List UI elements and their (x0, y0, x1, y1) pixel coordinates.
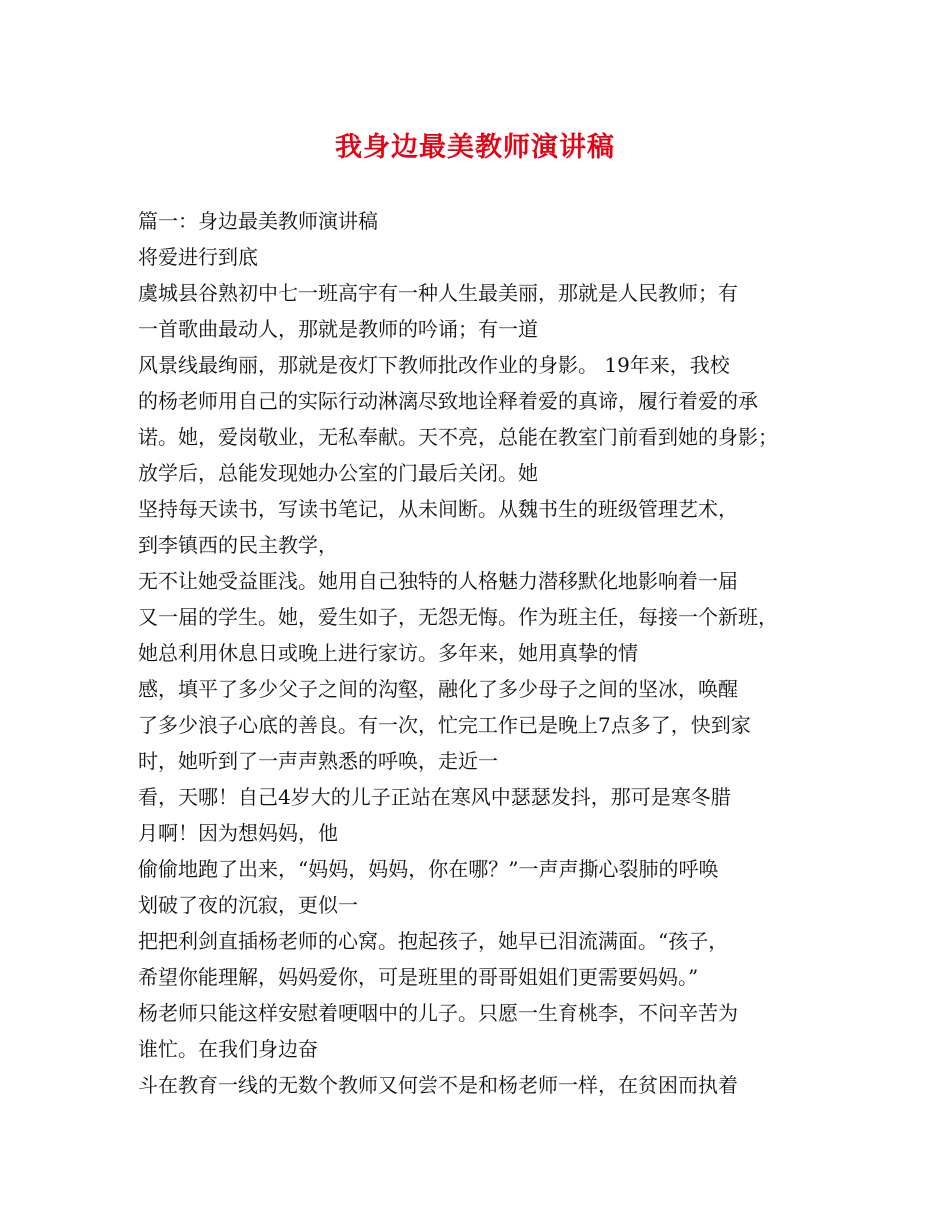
body-line: 到李镇西的民主教学， (138, 533, 338, 557)
body-line: 的杨老师用自己的实际行动淋漓尽致地诠释着爱的真谛，履行着爱的承 (138, 389, 758, 413)
body-line: 她总利用休息日或晚上进行家访。多年来，她用真挚的情 (138, 641, 638, 665)
body-line: 划破了夜的沉寂，更似一 (138, 893, 358, 917)
document-body (138, 203, 818, 1103)
body-line: 看，天哪！自己4岁大的儿子正站在寒风中瑟瑟发抖，那可是寒冬腊 (138, 785, 731, 809)
body-line: 放学后，总能发现她办公室的门最后关闭。她 (138, 461, 538, 485)
body-line: 风景线最绚丽，那就是夜灯下教师批改作业的身影。 19年来，我校 (138, 353, 730, 377)
body-line: 将爱进行到底 (138, 245, 258, 269)
body-line: 坚持每天读书，写读书笔记，从未间断。从魏书生的班级管理艺术， (138, 497, 738, 521)
body-line: 偷偷地跑了出来，“妈妈，妈妈，你在哪？”一声声撕心裂肺的呼唤 (138, 857, 719, 881)
document-title: 我身边最美教师演讲稿 (335, 132, 615, 163)
body-line: 时，她听到了一声声熟悉的呼唤，走近一 (138, 749, 498, 773)
body-line: 诺。她，爱岗敬业，无私奉献。天不亮，总能在教室门前看到她的身影； (138, 425, 778, 449)
body-line: 把把利剑直插杨老师的心窝。抱起孩子，她早已泪流满面。“孩子， (138, 929, 729, 953)
body-line: 感，填平了多少父子之间的沟壑，融化了多少母子之间的坚冰，唤醒 (138, 677, 738, 701)
body-line: 又一届的学生。她，爱生如子，无怨无悔。作为班主任，每接一个新班， (138, 605, 778, 629)
body-line: 杨老师只能这样安慰着哽咽中的儿子。只愿一生育桃李，不问辛苦为 (138, 1001, 738, 1025)
body-line: 了多少浪子心底的善良。有一次，忙完工作已是晚上7点多了，快到家 (138, 713, 751, 737)
body-line: 无不让她受益匪浅。她用自己独特的人格魅力潜移默化地影响着一届 (138, 569, 738, 593)
body-line: 一首歌曲最动人，那就是教师的吟诵；有一道 (138, 317, 538, 341)
body-line: 希望你能理解，妈妈爱你，可是班里的哥哥姐姐们更需要妈妈。” (138, 965, 699, 989)
body-line: 斗在教育一线的无数个教师又何尝不是和杨老师一样，在贫困而执着 (138, 1073, 738, 1097)
body-line: 虞城县谷熟初中七一班高宇有一种人生最美丽，那就是人民教师；有 (138, 281, 738, 305)
body-line: 谁忙。在我们身边奋 (138, 1037, 318, 1061)
body-line: 月啊！因为想妈妈，他 (138, 821, 338, 845)
body-line: 篇一：身边最美教师演讲稿 (138, 209, 378, 233)
